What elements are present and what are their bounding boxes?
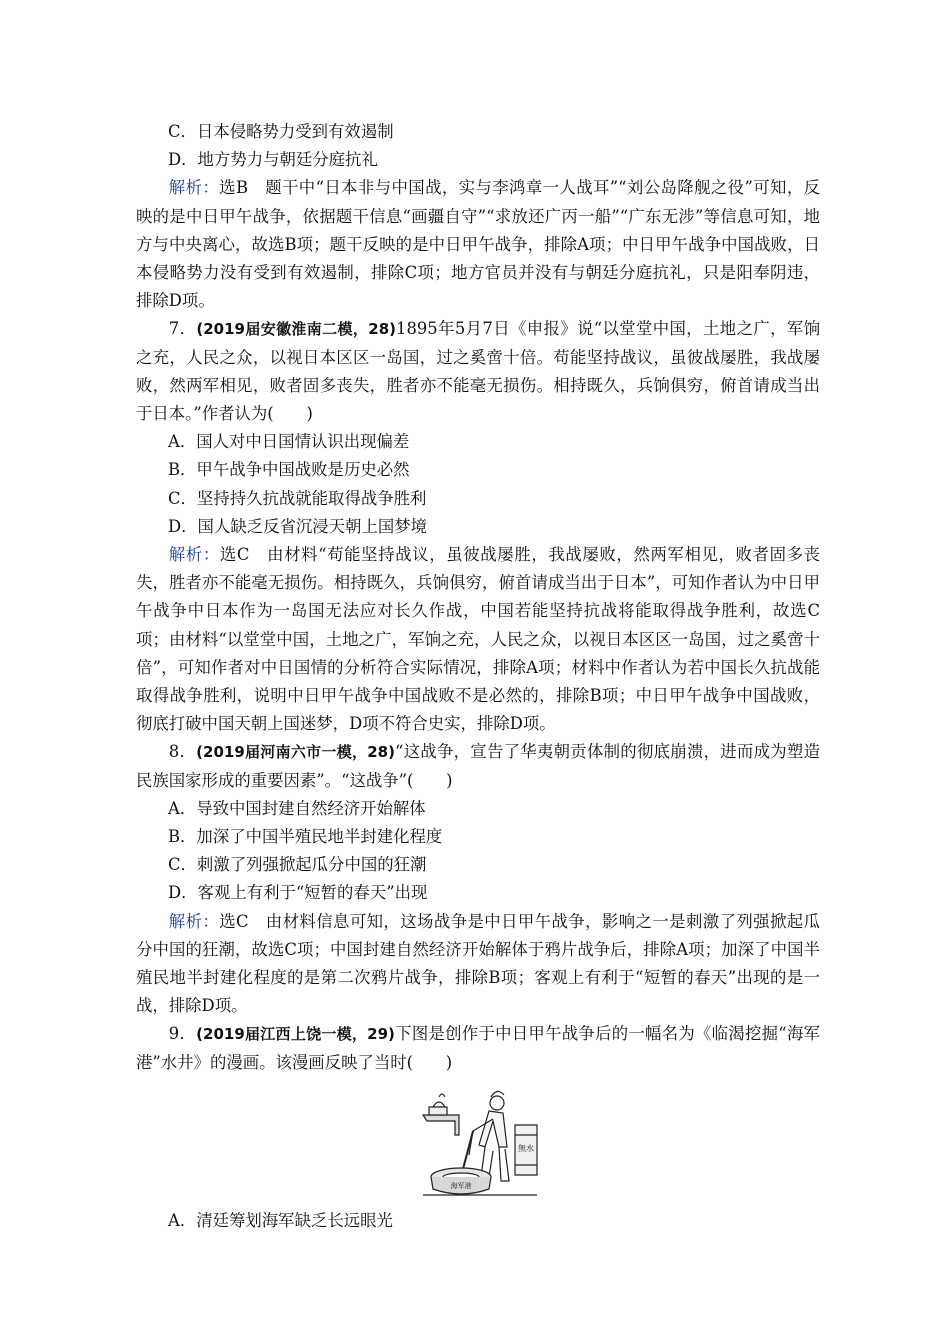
- q8-stem-text: “这战争，宣告了华夷朝贡体制的彻底崩溃，进而成为塑造民族国家形成的重要因素”。“这战争”( ): [136, 742, 820, 790]
- q9-source: (2019届江西上饶一模，29): [196, 1025, 395, 1044]
- q8-source: (2019届河南六市一模，28): [196, 743, 395, 762]
- q8-option-d: D．客观上有利于“短暂的春天”出现: [168, 883, 428, 903]
- q8-analysis: [136, 908, 820, 1021]
- q7-analysis-text: 选C 由材料“苟能坚持战议，虽彼战屡胜，我战屡败，然两军相见，败者固多丧失，胜者亦不能毫无损伤。相持既久，兵饷俱穷，俯首请成当出于日本”，可知作者认为中日甲午战争中日本作为一岛国无法应对长久作战，中国若能坚持抗战将能取得战争胜利，故选C项；由材料“以堂堂中国，土地之广，军饷之充，人民之众，以视日本区区一岛国，过之奚啻十倍”，可知作者对中日国情的分析符合实际情况，排除A项；材料中作者认为若中国长久抗战能取得战争胜利，说明中日甲午战争中国战败不是必然的，排除B项；中日甲午战争中国战败，彻底打破中国天朝上国迷梦，D项不符合史实，排除D项。: [136, 544, 821, 734]
- q7-source: (2019届安徽淮南二模，28): [196, 320, 397, 339]
- q9-option-a: A．清廷筹划海军缺乏长远眼光: [168, 1210, 393, 1230]
- q7-stem-text: 1895年5月7日《申报》说“以堂堂中国，土地之广，军饷之充，人民之众，以视日本区区一岛国，过之奚啻十倍。苟能坚持战议，虽彼战屡胜，我战屡败，然两军相见，败者固多丧失，胜者亦不能毫无损伤。相持既久，兵饷俱穷，俯首请成当出于日本。”作者认为( ): [136, 319, 820, 423]
- q8-number: 8．: [168, 742, 197, 762]
- q6-analysis: [136, 174, 820, 315]
- q8-option-b: B．加深了中国半殖民地半封建化程度: [168, 826, 443, 846]
- q6-option-c: C．日本侵略势力受到有效遏制: [168, 122, 394, 141]
- q7-option-d: D．国人缺乏反省沉浸天朝上国梦境: [168, 516, 427, 536]
- barrel-label: 無水: [518, 1143, 534, 1153]
- well-digging-cartoon: [419, 1085, 541, 1201]
- q7-number: 7．: [168, 319, 197, 339]
- q8-option-a: A．导致中国封建自然经济开始解体: [168, 798, 426, 818]
- q6-option-d: D．地方势力与朝廷分庭抗礼: [168, 150, 378, 170]
- analysis-label: 解析：: [168, 178, 220, 198]
- q7-stem: [136, 315, 820, 428]
- analysis-label: 解析：: [168, 911, 220, 931]
- q7-option-b: B．甲午战争中国战败是历史必然: [168, 460, 410, 480]
- q7-analysis: [136, 541, 820, 738]
- analysis-label: 解析：: [168, 544, 220, 564]
- q8-analysis-text: 选C 由材料信息可知，这场战争是中日甲午战争，影响之一是刺激了列强掀起瓜分中国的狂潮，故选C项；中国封建自然经济开始解体于鸦片战争后，排除A项；加深了中国半殖民地半封建化程度的是第二次鸦片战争，排除B项；客观上有利于“短暂的春天”出现的是一战，排除D项。: [136, 911, 820, 1016]
- q9-stem: [136, 1020, 820, 1076]
- q7-option-c: C．坚持持久抗战就能取得战争胜利: [168, 488, 427, 508]
- document-page: [136, 118, 820, 1235]
- well-label: 海军港: [450, 1181, 472, 1190]
- q7-option-a: A．国人对中日国情认识出现偏差: [168, 432, 410, 452]
- q8-stem: [136, 738, 820, 794]
- q6-analysis-text: 选B 题干中“日本非与中国战，实与李鸿章一人战耳”“刘公岛降舰之役”可知，反映的是中日甲午战争，依据题干信息“画疆自守”“求放还广丙一船”“广东无涉”等信息可知，地方与中央离心，故选B项；题干反映的是中日甲午战争，排除A项；中日甲午战争中国战败，日本侵略势力没有受到有效遏制，排除C项；地方官员并没有与朝廷分庭抗礼，只是阳奉阴违，排除D项。: [136, 178, 821, 311]
- q9-number: 9．: [168, 1024, 197, 1044]
- q8-option-c: C．刺激了列强掀起瓜分中国的狂潮: [168, 855, 427, 875]
- q9-stem-text: 下图是创作于中日甲午战争后的一幅名为《临渴挖掘“海军港”水井》的漫画。该漫画反映了当时( ): [136, 1024, 820, 1072]
